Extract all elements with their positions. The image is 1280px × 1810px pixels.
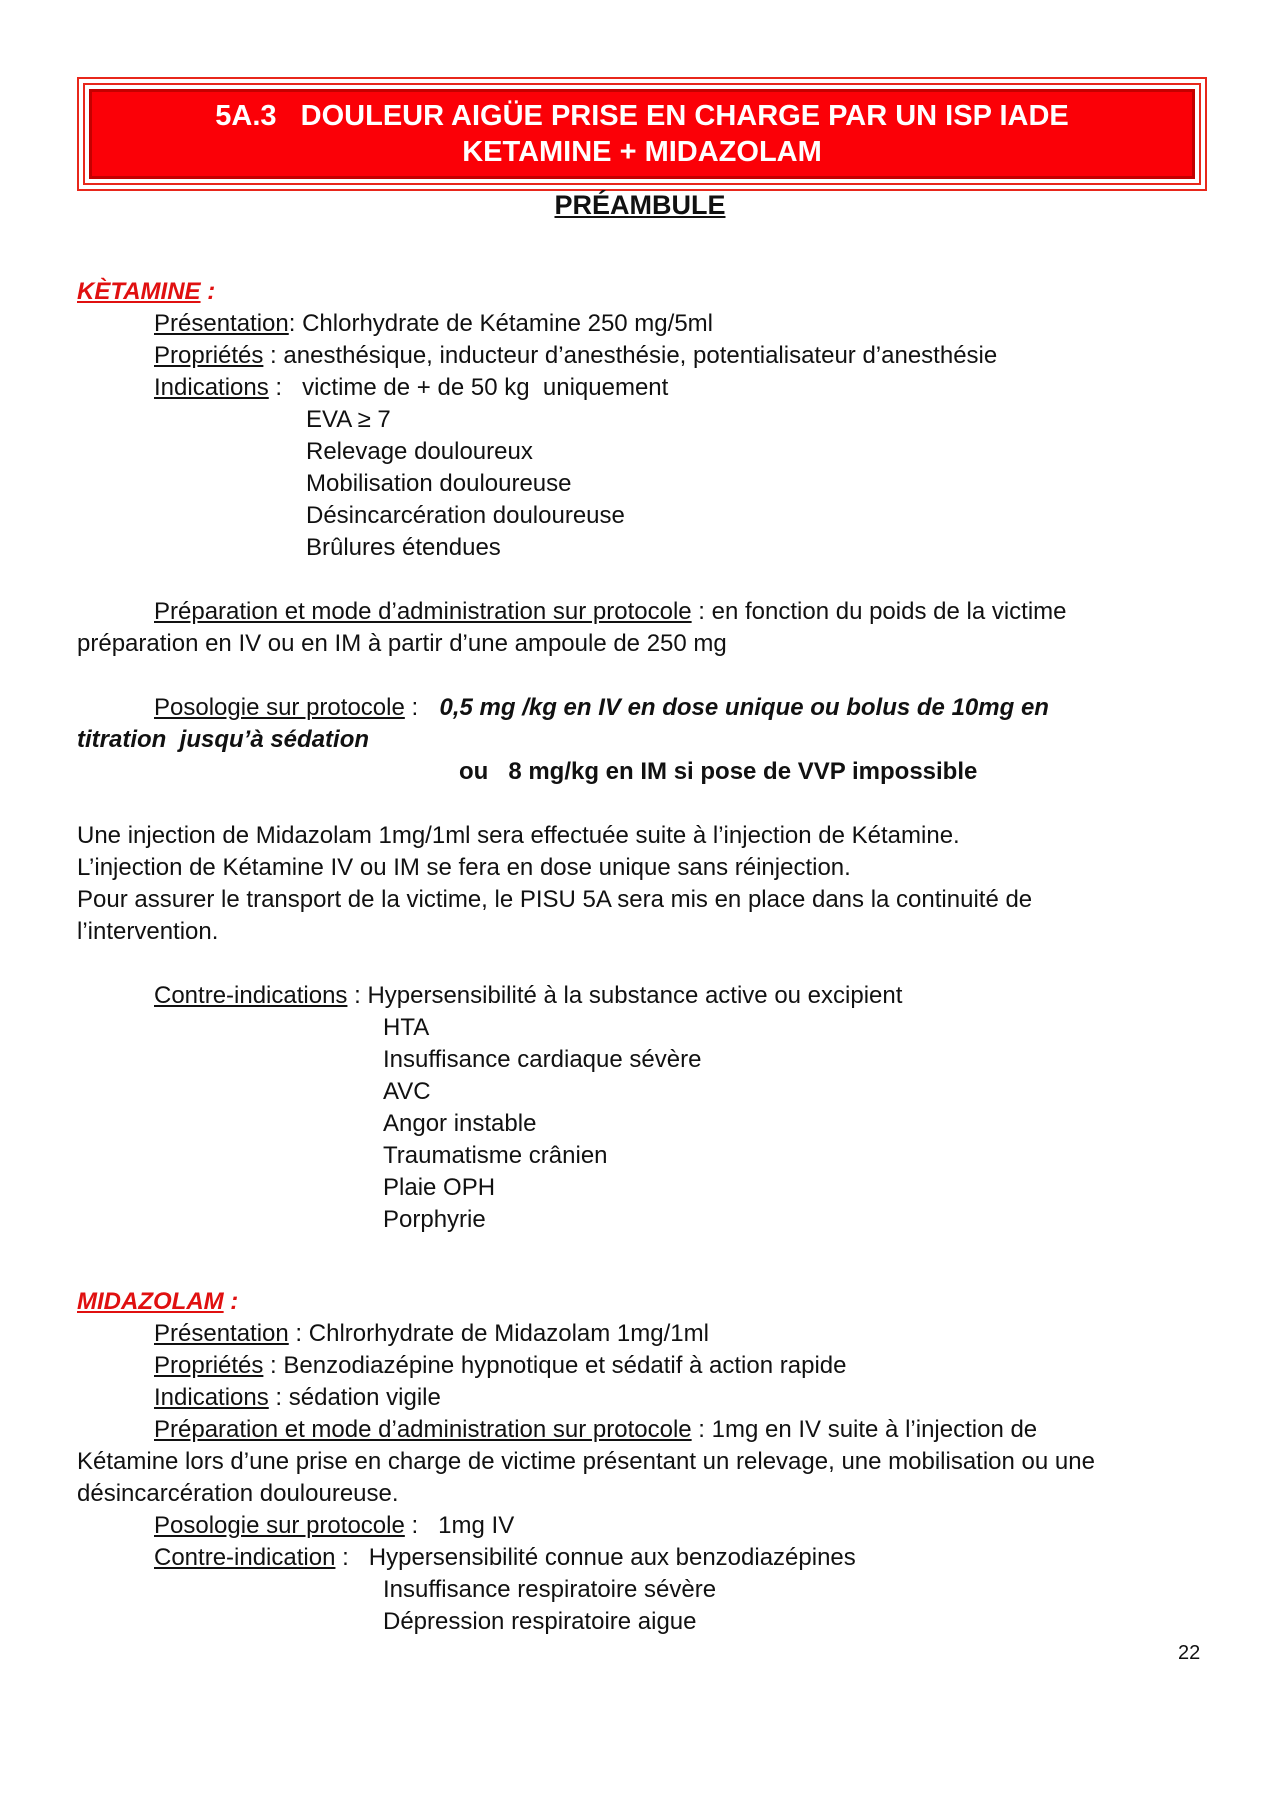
title-banner xyxy=(77,77,1207,191)
midazolam-contre-item: Insuffisance respiratoire sévère xyxy=(383,1576,717,1603)
ketamine-heading-line xyxy=(77,276,215,308)
midazolam-preparation-cont: Kétamine lors d’une prise en charge de victime présentant un relevage, une mobilisation ou une xyxy=(77,1448,1095,1475)
value: : Benzodiazépine hypnotique et sédatif à action rapide xyxy=(263,1352,847,1379)
ketamine-indication-item: Désincarcération douloureuse xyxy=(306,502,625,529)
title-box xyxy=(89,89,1195,179)
ketamine-preparation-cont: préparation en IV ou en IM à partir d’une ampoule de 250 mg xyxy=(77,630,727,657)
ketamine-presentation xyxy=(154,308,713,340)
ketamine-indications xyxy=(154,372,668,404)
separator: : xyxy=(404,694,432,721)
ketamine-heading-colon: : xyxy=(200,278,216,305)
ketamine-indication-item: Brûlures étendues xyxy=(306,534,501,561)
page-number: 22 xyxy=(1178,1642,1201,1664)
title-line-2: KETAMINE + MIDAZOLAM xyxy=(462,136,822,168)
ketamine-contre-item: HTA xyxy=(383,1014,430,1041)
ketamine-indication-item: Mobilisation douloureuse xyxy=(306,470,572,497)
value: : Hypersensibilité à la substance active ou excipient xyxy=(347,982,903,1009)
midazolam-posologie xyxy=(154,1510,514,1542)
label: Posologie sur protocole xyxy=(154,694,405,721)
ketamine-paragraph-line: Pour assurer le transport de la victime, le PISU 5A sera mis en place dans la continuité de xyxy=(77,886,1033,913)
ketamine-posologie-im: ou 8 mg/kg en IM si pose de VVP impossible xyxy=(459,758,978,785)
ketamine-contre-item: Plaie OPH xyxy=(383,1174,496,1201)
ketamine-indication-item: EVA ≥ 7 xyxy=(306,406,391,433)
value: : 1mg IV xyxy=(404,1512,515,1539)
label: Présentation xyxy=(154,1320,289,1347)
label: Préparation et mode d’administration sur protocole xyxy=(154,1416,692,1443)
value: 0,5 mg /kg en IV en dose unique ou bolus de 10mg en xyxy=(439,694,1049,721)
ketamine-proprietes xyxy=(154,340,997,372)
label: Posologie sur protocole xyxy=(154,1512,405,1539)
ketamine-contre-item: AVC xyxy=(383,1078,431,1105)
ketamine-paragraph-line: l’intervention. xyxy=(77,918,219,945)
ketamine-indication-item: Relevage douloureux xyxy=(306,438,533,465)
ketamine-contre-item: Angor instable xyxy=(383,1110,537,1137)
ketamine-paragraph-line: Une injection de Midazolam 1mg/1ml sera effectuée suite à l’injection de Kétamine. xyxy=(77,822,960,849)
label: Indications xyxy=(154,1384,269,1411)
label: Préparation et mode d’administration sur protocole xyxy=(154,598,692,625)
ketamine-heading: KÈTAMINE xyxy=(77,278,201,305)
midazolam-preparation-cont: désincarcération douloureuse. xyxy=(77,1480,399,1507)
value: : Hypersensibilité connue aux benzodiazépines xyxy=(335,1544,856,1571)
midazolam-proprietes xyxy=(154,1350,846,1382)
midazolam-contre-indication xyxy=(154,1542,856,1574)
ketamine-paragraph-line: L’injection de Kétamine IV ou IM se fera en dose unique sans réinjection. xyxy=(77,854,851,881)
ketamine-contre-item: Traumatisme crânien xyxy=(383,1142,608,1169)
label: Indications xyxy=(154,374,269,401)
label: Propriétés xyxy=(154,342,264,369)
midazolam-presentation xyxy=(154,1318,709,1350)
title-line-1: 5A.3 DOULEUR AIGÜE PRISE EN CHARGE PAR UN ISP IADE xyxy=(215,100,1069,132)
preambule-heading: PRÉAMBULE xyxy=(554,190,726,220)
value: : Chlrorhydrate de Midazolam 1mg/1ml xyxy=(288,1320,709,1347)
midazolam-heading: MIDAZOLAM xyxy=(77,1288,224,1315)
label: Propriétés xyxy=(154,1352,264,1379)
value: : sédation vigile xyxy=(268,1384,441,1411)
value: : 1mg en IV suite à l’injection de xyxy=(691,1416,1038,1443)
label: Contre-indication xyxy=(154,1544,336,1571)
label: Présentation xyxy=(154,310,289,337)
midazolam-heading-colon: : xyxy=(223,1288,239,1315)
ketamine-preparation xyxy=(154,596,1067,628)
midazolam-heading-line xyxy=(77,1286,238,1318)
midazolam-indications xyxy=(154,1382,441,1414)
ketamine-contre-item: Insuffisance cardiaque sévère xyxy=(383,1046,702,1073)
title-banner-inner-border xyxy=(83,83,1201,185)
ketamine-posologie-cont: titration jusqu’à sédation xyxy=(77,726,370,753)
value: : en fonction du poids de la victime xyxy=(691,598,1067,625)
value: : victime de + de 50 kg uniquement xyxy=(268,374,669,401)
ketamine-posologie xyxy=(154,692,1049,724)
midazolam-preparation xyxy=(154,1414,1037,1446)
value: : Chlorhydrate de Kétamine 250 mg/5ml xyxy=(288,310,713,337)
ketamine-contre-item: Porphyrie xyxy=(383,1206,486,1233)
ketamine-contre-indications xyxy=(154,980,902,1012)
label: Contre-indications xyxy=(154,982,348,1009)
midazolam-contre-item: Dépression respiratoire aigue xyxy=(383,1608,697,1635)
value: : anesthésique, inducteur d’anesthésie, potentialisateur d’anesthésie xyxy=(263,342,998,369)
